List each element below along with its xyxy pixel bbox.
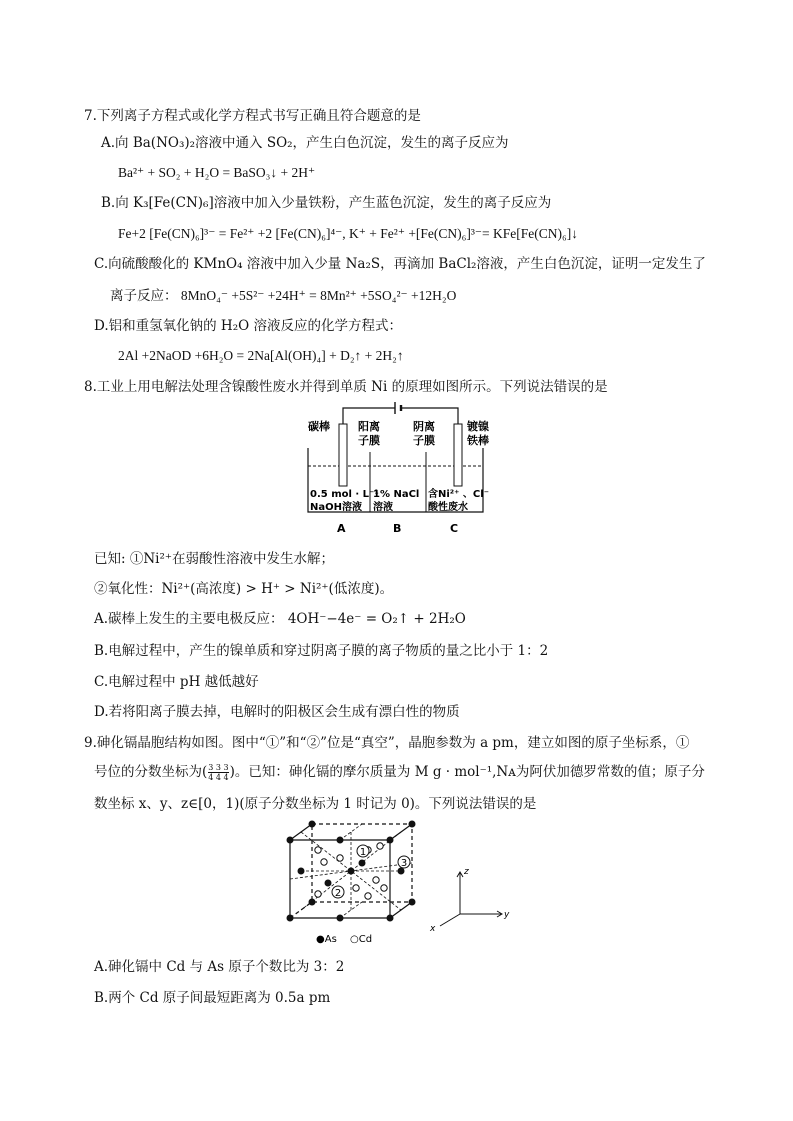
q7-option-a-text: A.向 Ba(NO₃)₂溶液中通入 SO₂，产生白色沉淀，发生的离子反应为 xyxy=(101,135,509,151)
q9-stem-2b: )。已知：砷化镉的摩尔质量为 M g · mol⁻¹,Nᴀ为阿伏加德罗常数的值；原子分 xyxy=(229,764,705,780)
membrane-right-label-1: 阴离 xyxy=(413,420,435,433)
solution-b-label-2: 溶液 xyxy=(373,502,393,513)
carbon-rod xyxy=(339,424,347,486)
q8-option-b: B.电解过程中，产生的镍单质和穿过阴离子膜的离子物质的量之比小于 1：2 xyxy=(94,643,549,659)
solution-a-label-1: 0.5 mol · L⁻¹ xyxy=(310,489,379,500)
q8-known-1: 已知: ①Ni²⁺在弱酸性溶液中发生水解； xyxy=(94,551,335,567)
coordinate-axes xyxy=(440,872,502,926)
q9-option-b: B.两个 Cd 原子间最短距离为 0.5a pm xyxy=(94,990,331,1006)
site-marker-1 xyxy=(357,845,369,858)
region-c-label: C xyxy=(450,522,459,535)
q8-option-d: D.若将阳离子膜去掉，电解时的阳极区会生成有漂白性的物质 xyxy=(94,704,460,720)
q8-option-a: A.碳棒上发生的主要电极反应： 4OH⁻−4e⁻ = O₂↑ + 2H₂O xyxy=(94,611,466,627)
solution-c-label-1: 含Ni²⁺ 、Cl⁻ xyxy=(428,489,489,500)
membrane-right-label-2: 子膜 xyxy=(413,434,435,447)
electrode-right-label-1: 镀镍 xyxy=(467,420,489,433)
axis-y-label: y xyxy=(504,910,510,920)
crystal-cell-diagram xyxy=(280,820,520,950)
q7-option-d-text: D.铝和重氢氧化钠的 H₂O 溶液反应的化学方程式： xyxy=(94,318,402,334)
axis-z-label: z xyxy=(464,867,469,877)
electrolysis-cell-diagram xyxy=(300,400,495,540)
q9-stem-line-3: 数坐标 x、y、z∈[0，1)(原子分数坐标为 1 时记为 0)。下列说法错误的是 xyxy=(94,796,537,812)
legend-cd: ○Cd xyxy=(350,934,373,945)
fraction-denominators: 4 4 4 xyxy=(208,772,229,782)
site-marker-3 xyxy=(398,856,410,869)
axis-x-label: x xyxy=(430,924,436,934)
fraction-numerators: 3 3 3 xyxy=(208,762,229,772)
q7-option-b-equation: Fe+2 [Fe(CN)₆]³⁻ = Fe²⁺ +2 [Fe(CN)₆]⁴⁻, K⁺ + Fe²⁺ +[Fe(CN)₆]³⁻= KFe[Fe(CN)₆]↓ xyxy=(118,226,578,241)
solution-a-label-2: NaOH溶液 xyxy=(310,502,362,513)
q9-stem-2a: 号位的分数坐标为( xyxy=(94,764,208,780)
q8-option-c: C.电解过程中 pH 越低越好 xyxy=(94,674,259,690)
site-3-label: 3 xyxy=(400,858,408,869)
solution-c-label-2: 酸性废水 xyxy=(428,502,468,513)
solution-b-label-1: 1% NaCl xyxy=(373,489,420,500)
q9-stem-line-2 xyxy=(94,760,705,784)
electrode-right-label-2: 铁棒 xyxy=(467,434,489,447)
membrane-left-label-1: 阳离 xyxy=(358,420,380,433)
q7-option-b-text: B.向 K₃[Fe(CN)₆]溶液中加入少量铁粉，产生蓝色沉淀，发生的离子反应为 xyxy=(101,195,552,211)
q8-known-2: ②氧化性：Ni²⁺(高浓度) > H⁺ > Ni²⁺(低浓度)。 xyxy=(94,581,394,597)
electrode-left-label: 碳棒 xyxy=(308,420,330,433)
membrane-left-label-2: 子膜 xyxy=(358,434,380,447)
region-b-label: B xyxy=(393,522,402,535)
legend-as: ●As xyxy=(316,934,337,945)
q7-option-d-equation: 2Al +2NaOD +6H₂O = 2Na[Al(OH)₄] + D₂↑ + 2H₂↑ xyxy=(118,348,404,363)
fractional-coordinate xyxy=(208,763,228,782)
q9-option-a: A.砷化镉中 Cd 与 As 原子个数比为 3：2 xyxy=(94,959,345,975)
q7-stem: 7.下列离子方程式或化学方程式书写正确且符合题意的是 xyxy=(84,108,421,124)
site-1-label: 1 xyxy=(359,847,367,858)
nickel-plated-iron-rod xyxy=(454,424,462,486)
region-a-label: A xyxy=(337,522,346,535)
site-marker-2 xyxy=(332,886,344,899)
q9-stem-line-1: 9.砷化镉晶胞结构如图。图中“①”和“②”位是“真空”，晶胞参数为 a pm，建立如图的原子坐标系，① xyxy=(84,735,690,751)
q7-option-a-equation: Ba²⁺ + SO₂ + H₂O = BaSO₃↓ + 2H⁺ xyxy=(118,165,316,180)
site-2-label: 2 xyxy=(334,888,342,899)
q8-stem: 8.工业上用电解法处理含镍酸性废水并得到单质 Ni 的原理如图所示。下列说法错误的是 xyxy=(84,379,608,395)
q7-option-c-equation: 离子反应： 8MnO₄⁻ +5S²⁻ +24H⁺ = 8Mn²⁺ +5SO₄²⁻ +12H₂O xyxy=(110,288,457,303)
q7-option-c-text: C.向硫酸酸化的 KMnO₄ 溶液中加入少量 Na₂S，再滴加 BaCl₂溶液，产生白色沉淀，证明一定发生了 xyxy=(94,256,706,272)
